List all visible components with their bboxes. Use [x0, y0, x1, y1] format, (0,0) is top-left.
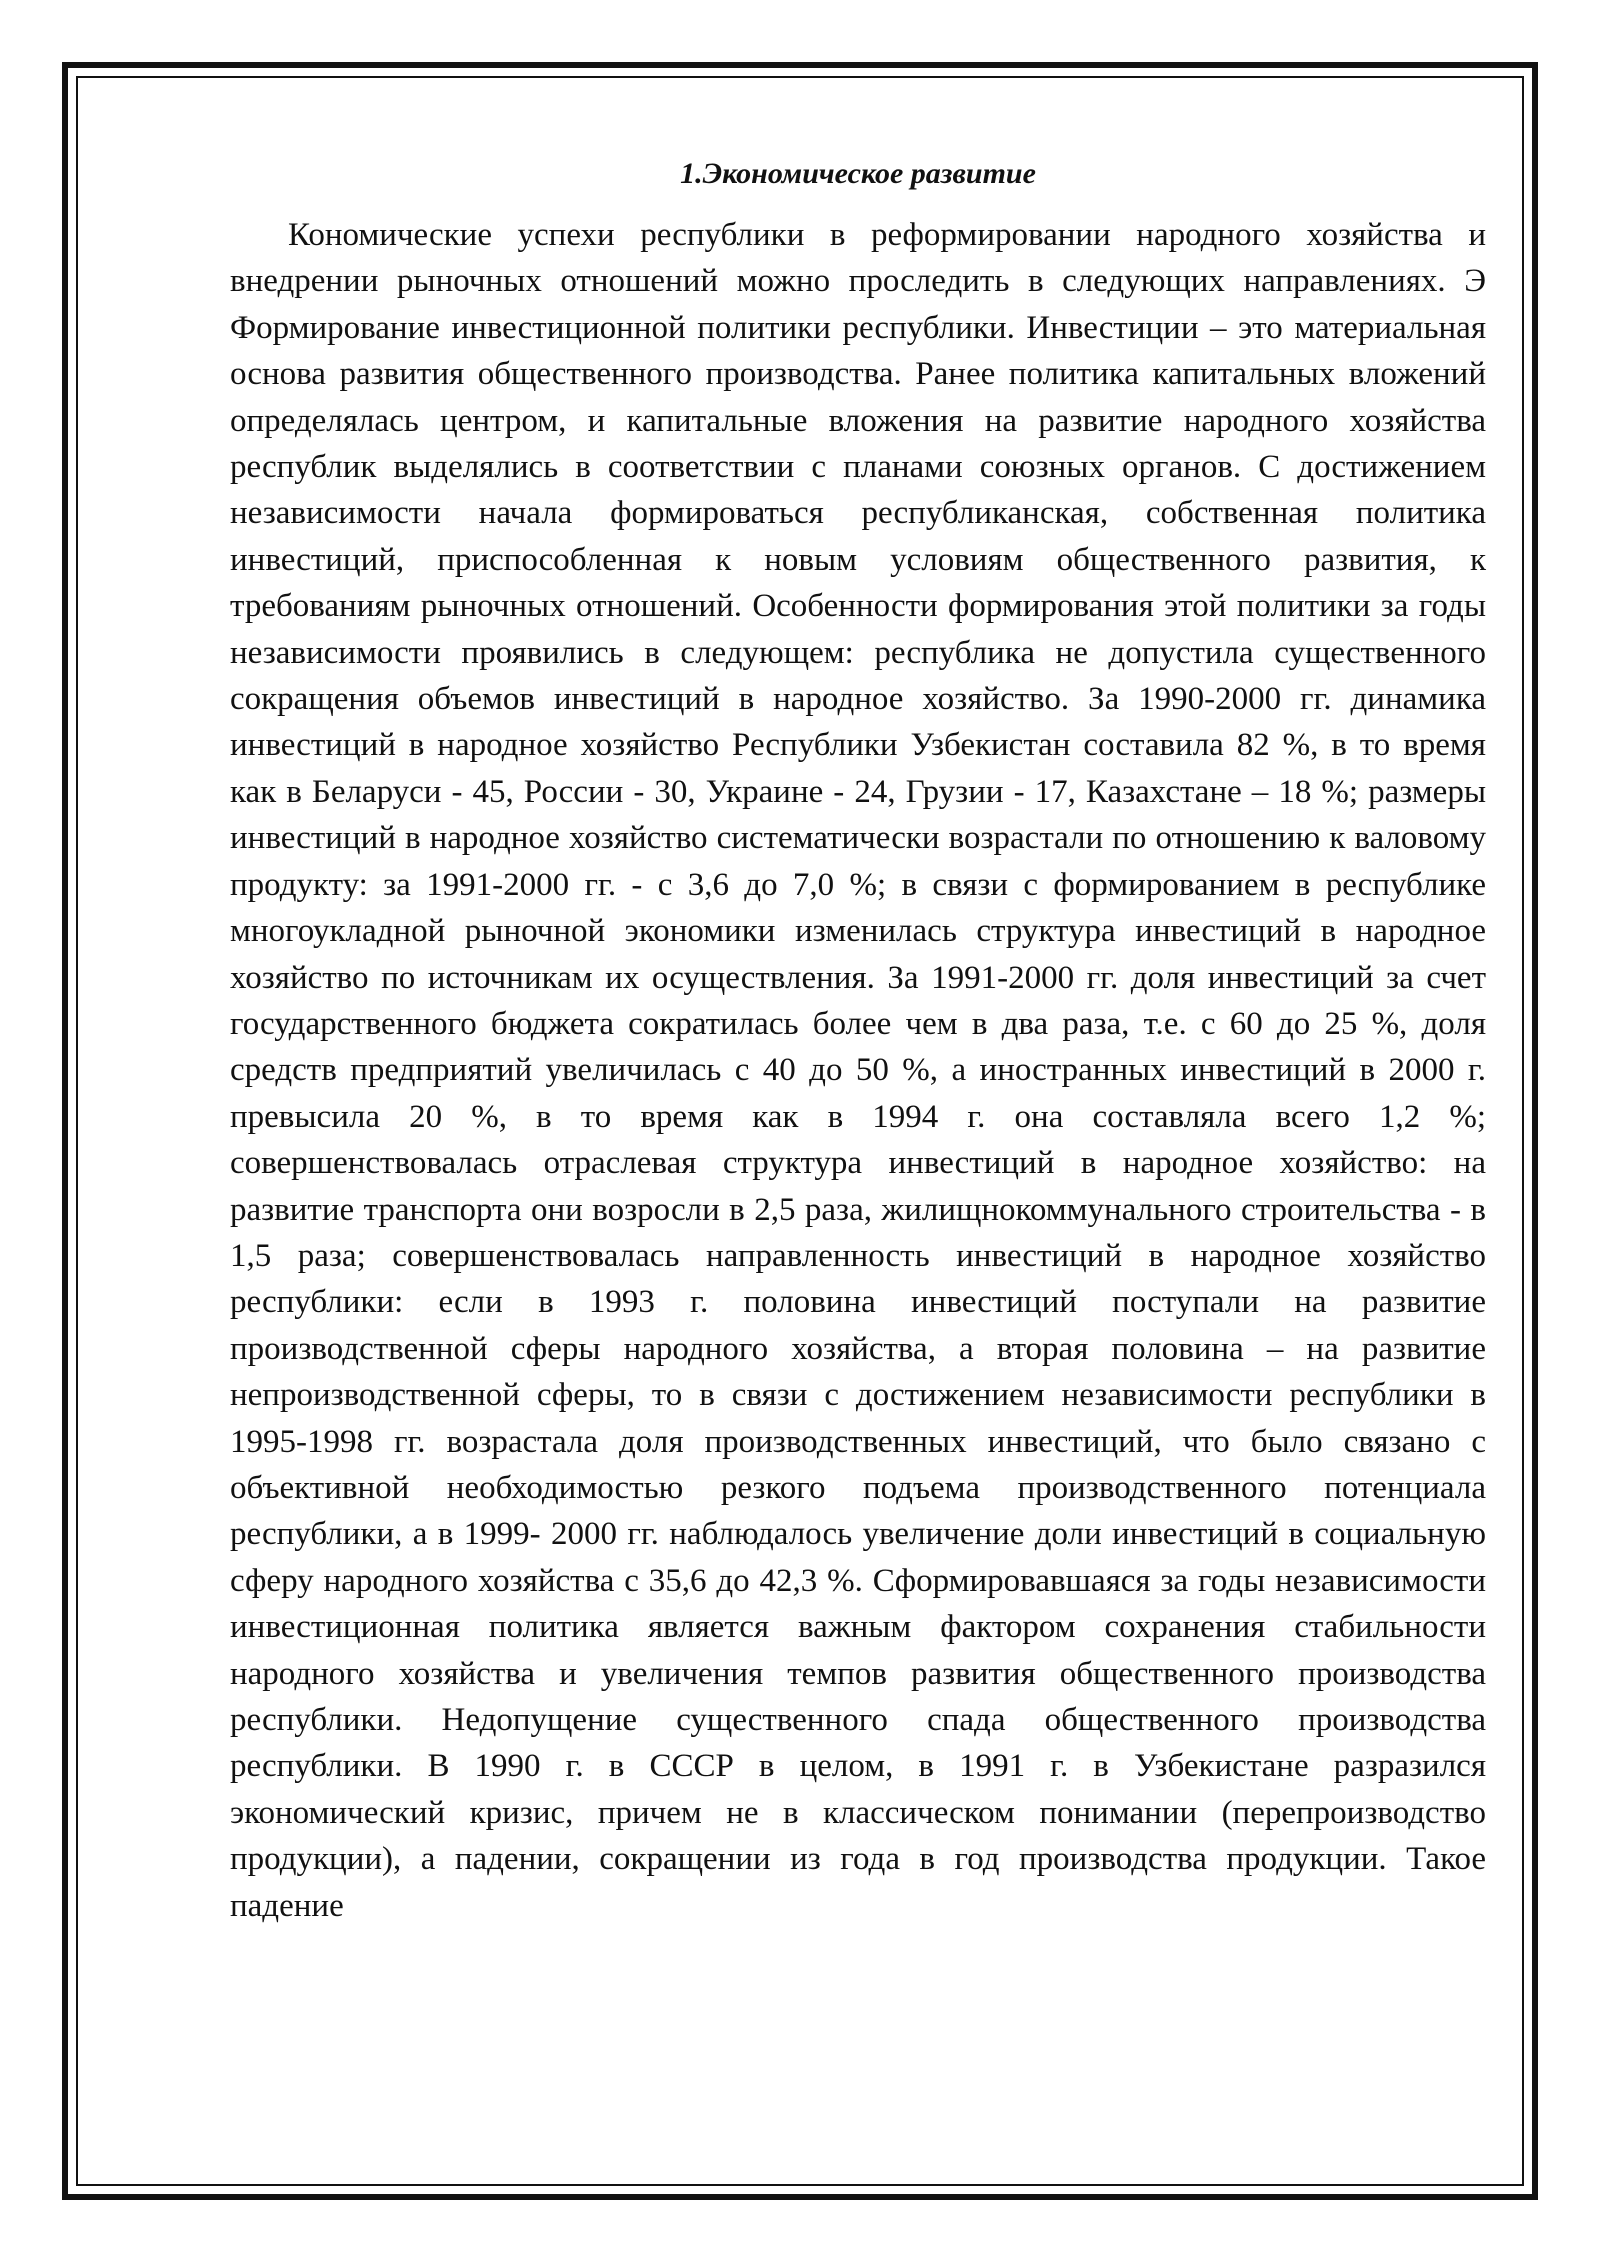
body-paragraph: Кономические успехи республики в реформировании народного хозяйства и внедрении рыночных отношений можно проследить в следующих направлениях. Э Формирование инвестиционной политики республики. Инвестиции – это материальная основа развития общественного производства. Ранее политика капитальных вложений определялась центром, и капитальные вложения на развитие народного хозяйства республик выделялись в соответствии с планами союзных органов. С достижением независимости начала формироваться республиканская, собственная политика инвестиций, приспособленная к новым условиям общественного развития, к требованиям рыночных отношений. Особенности формирования этой политики за годы независимости проявились в следующем: республика не допустила существенного сокращения объемов инвестиций в народное хозяйство. За 1990-2000 гг. динамика инвестиций в народное хозяйство Республики Узбекистан составила 82 %, в то время как в Беларуси - 45, России - 30, Украине - 24, Грузии - 17, Казахстане – 18 %; размеры инвестиций в народное хозяйство систематически возрастали по отношению к валовому продукту: за 1991-2000 гг. - с 3,6 до 7,0 %; в связи с формированием в республике многоукладной рыночной экономики изменилась структура инвестиций в народное хозяйство по источникам их осуществления. За 1991-2000 гг. доля инвестиций за счет государственного бюджета сократилась более чем в два раза, т.е. с 60 до 25 %, доля средств предприятий увеличилась с 40 до 50 %, а иностранных инвестиций в 2000 г. превысила 20 %, в то время как в 1994 г. она составляла всего 1,2 %; совершенствовалась отраслевая структура инвестиций в народное хозяйство: на развитие транспорта они возросли в 2,5 раза, жилищнокоммунального строительства - в 1,5 раза; совершенствовалась направленность инвестиций в народное хозяйство республики: если в 1993 г. половина инвестиций поступали на развитие производственной сферы народного хозяйства, а вторая половина – на развитие непроизводственной сферы, то в связи с достижением независимости республики в 1995-1998 гг. возрастала доля производственных инвестиций, что было связано с объективной необходимостью резкого подъема производственного потенциала республики, а в 1999- 2000 гг. наблюдалось увеличение доли инвестиций в социальную сферу народного хозяйства с 35,6 до 42,3 %. Сформировавшаяся за годы независимости инвестиционная политика является важным фактором сохранения стабильности народного хозяйства и увеличения темпов развития общественного производства республики. Недопущение существенного спада общественного производства республики. В 1990 г. в СССР в целом, в 1991 г. в Узбекистане разразился экономический кризис, причем не в классическом понимании (перепроизводство продукции), а падении, сокращении из года в год производства продукции. Такое падение [230, 217, 1486, 1924]
section-heading: 1.Экономическое развитие [680, 157, 1036, 190]
document-content [230, 152, 1486, 1929]
